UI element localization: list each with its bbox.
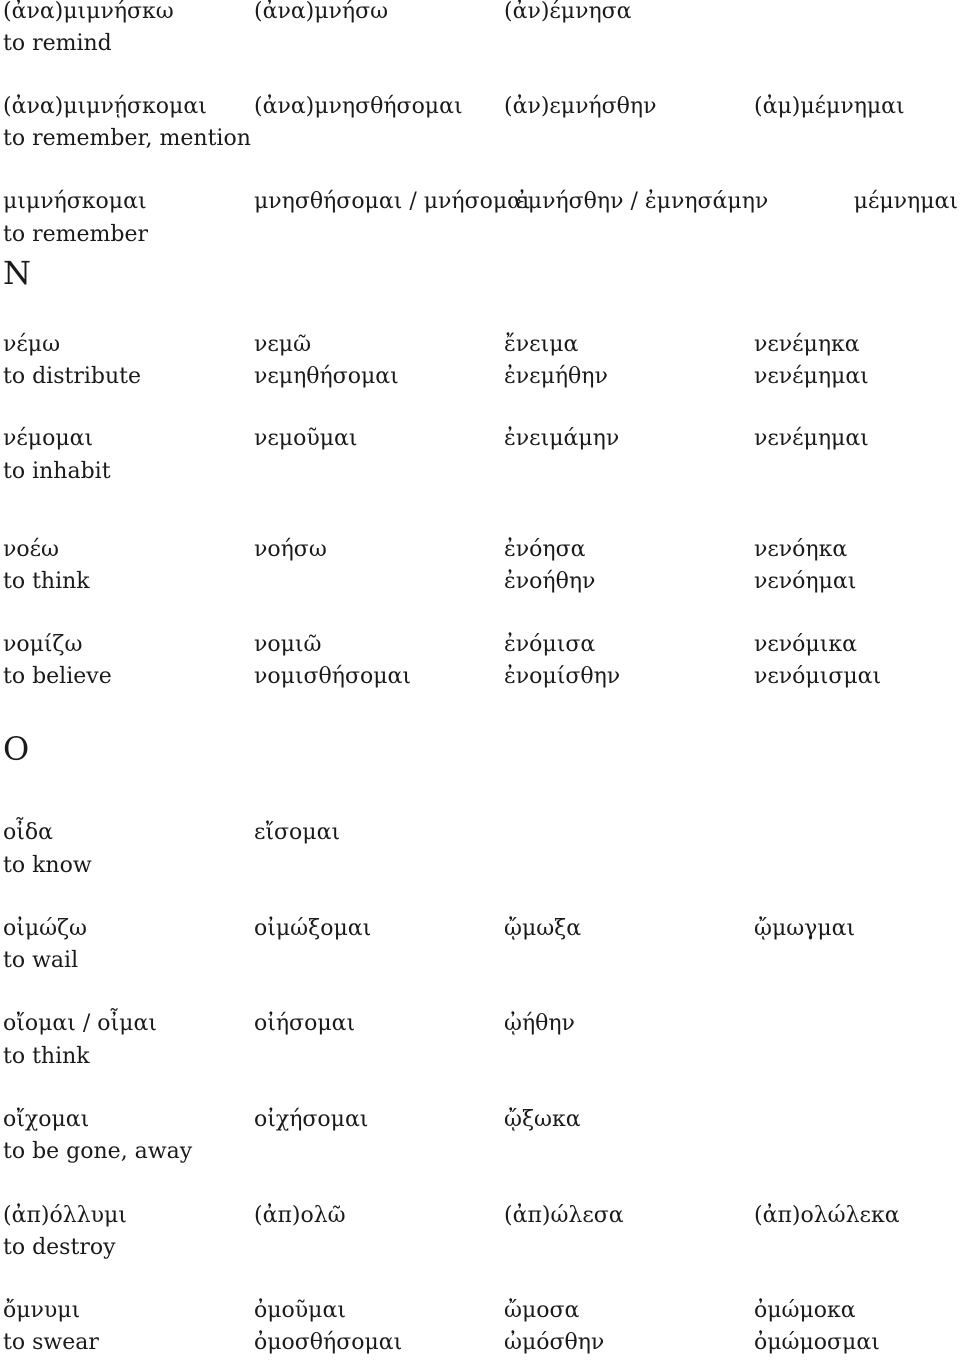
principal-part-present: νομίζω	[3, 632, 83, 657]
entry-remind	[0, 0, 960, 28]
principal-part-future: (ἀνα)μνήσω	[254, 0, 389, 24]
principal-part-future: (ἀνα)μνησθήσομαι	[254, 94, 463, 119]
entry-know	[0, 817, 960, 849]
principal-part-perfect: νενόηκα	[754, 537, 848, 562]
gloss: to swear	[3, 1330, 99, 1355]
principal-part-perfect-middle: ὀμώμοσμαι	[754, 1330, 880, 1355]
gloss: to inhabit	[3, 459, 111, 484]
gloss: to think	[3, 569, 90, 594]
gloss: to be gone, away	[3, 1139, 193, 1164]
principal-part-present: νέμομαι	[3, 426, 94, 451]
principal-part-future: νομιῶ	[254, 632, 322, 657]
principal-part-perfect-middle: νενέμημαι	[754, 364, 869, 389]
principal-part-aorist-passive-future: νομισθήσομαι	[254, 664, 412, 689]
entry-wail	[0, 913, 960, 945]
entry-remember	[0, 186, 960, 218]
entry-believe	[0, 629, 960, 661]
principal-part-present: ὄμνυμι	[3, 1298, 81, 1323]
principal-part-present: (ἀνα)μιμνήσκω	[3, 0, 174, 24]
principal-part-perfect: ὀμώμοκα	[754, 1298, 856, 1323]
principal-part-perfect: νενέμηκα	[754, 332, 860, 357]
principal-part-aorist: ἐνειμάμην	[504, 426, 620, 451]
principal-part-present: οἴομαι / οἶμαι	[3, 1011, 157, 1036]
principal-part-perfect: (ἀμ)μέμνημαι	[754, 94, 905, 119]
section-letter-n: N	[3, 254, 31, 292]
principal-part-aorist-passive: ἐνομίσθην	[504, 664, 621, 689]
principal-part-perfect: νενέμημαι	[754, 426, 869, 451]
principal-part-aorist: ᾤμωξα	[504, 916, 582, 941]
principal-part-perfect: ᾤμωγμαι	[754, 916, 856, 941]
principal-part-future: οἰχήσομαι	[254, 1107, 369, 1132]
principal-part-future: μνησθήσομαι / μνήσομαι	[254, 189, 531, 214]
principal-part-perfect: νενόμικα	[754, 632, 857, 657]
principal-part-aorist: (ἀν)έμνησα	[504, 0, 632, 24]
entry-distribute	[0, 329, 960, 361]
principal-part-future: εἴσομαι	[254, 820, 341, 845]
principal-part-aorist: (ἀπ)ώλεσα	[504, 1203, 624, 1228]
entry-swear-second-line	[0, 1327, 960, 1359]
principal-part-aorist: ἐμνήσθην / ἐμνησάμην	[516, 189, 769, 214]
entry-think-suppose	[0, 1008, 960, 1040]
principal-part-future: (ἀπ)ολῶ	[254, 1203, 346, 1228]
gloss: to remember, mention	[3, 126, 251, 151]
principal-part-present: νέμω	[3, 332, 61, 357]
principal-part-aorist: ᾠήθην	[504, 1011, 575, 1036]
principal-part-perfect: (ἀπ)ολώλεκα	[754, 1203, 900, 1228]
principal-part-present: οἶδα	[3, 820, 53, 845]
entry-swear	[0, 1295, 960, 1327]
principal-part-perfect: ᾤξωκα	[504, 1107, 581, 1132]
principal-part-aorist: ἐνόησα	[504, 537, 586, 562]
section-letter-o: O	[3, 730, 30, 768]
gloss: to remind	[3, 31, 112, 56]
gloss: to know	[3, 853, 92, 878]
gloss: to wail	[3, 948, 79, 973]
entry-be-gone	[0, 1104, 960, 1136]
principal-part-present: (ἀνα)μιμνῄσκομαι	[3, 94, 207, 119]
principal-part-present: μιμνήσκομαι	[3, 189, 147, 214]
principal-part-future: οἰμώξομαι	[254, 916, 372, 941]
principal-part-future: νεμοῦμαι	[254, 426, 358, 451]
principal-part-present: νοέω	[3, 537, 59, 562]
gloss: to think	[3, 1044, 90, 1069]
principal-part-aorist-passive: ἐνοήθην	[504, 569, 596, 594]
entry-distribute-second-line	[0, 361, 960, 393]
entry-inhabit	[0, 423, 960, 455]
principal-part-future: οἰήσομαι	[254, 1011, 356, 1036]
gloss: to destroy	[3, 1235, 116, 1260]
principal-part-future: νοήσω	[254, 537, 327, 562]
principal-part-perfect-middle: νενόμισμαι	[754, 664, 882, 689]
principal-part-aorist-passive-future: νεμηθήσομαι	[254, 364, 399, 389]
principal-part-perfect-middle: νενόημαι	[754, 569, 857, 594]
entry-believe-second-line	[0, 661, 960, 693]
principal-part-aorist-passive-future: ὀμοσθήσομαι	[254, 1330, 403, 1355]
principal-part-aorist-passive: ἐνεμήθην	[504, 364, 608, 389]
gloss: to believe	[3, 664, 112, 689]
entry-think-second-line	[0, 566, 960, 598]
principal-part-present: (ἀπ)όλλυμι	[3, 1203, 127, 1228]
principal-part-aorist: (ἀν)εμνήσθην	[504, 94, 657, 119]
principal-part-present: οἴχομαι	[3, 1107, 90, 1132]
principal-part-aorist: ὤμοσα	[504, 1298, 580, 1323]
principal-part-present: οἰμώζω	[3, 916, 87, 941]
entry-think	[0, 534, 960, 566]
principal-part-future: ὀμοῦμαι	[254, 1298, 346, 1323]
entry-remember-mention	[0, 91, 960, 123]
entry-destroy	[0, 1200, 960, 1232]
principal-part-aorist: ἔνειμα	[504, 332, 579, 357]
gloss: to distribute	[3, 364, 141, 389]
principal-part-perfect: μέμνημαι	[853, 189, 958, 214]
principal-part-aorist: ἐνόμισα	[504, 632, 596, 657]
gloss: to remember	[3, 222, 148, 247]
principal-part-aorist-passive: ὠμόσθην	[504, 1330, 605, 1355]
principal-part-future: νεμῶ	[254, 332, 312, 357]
